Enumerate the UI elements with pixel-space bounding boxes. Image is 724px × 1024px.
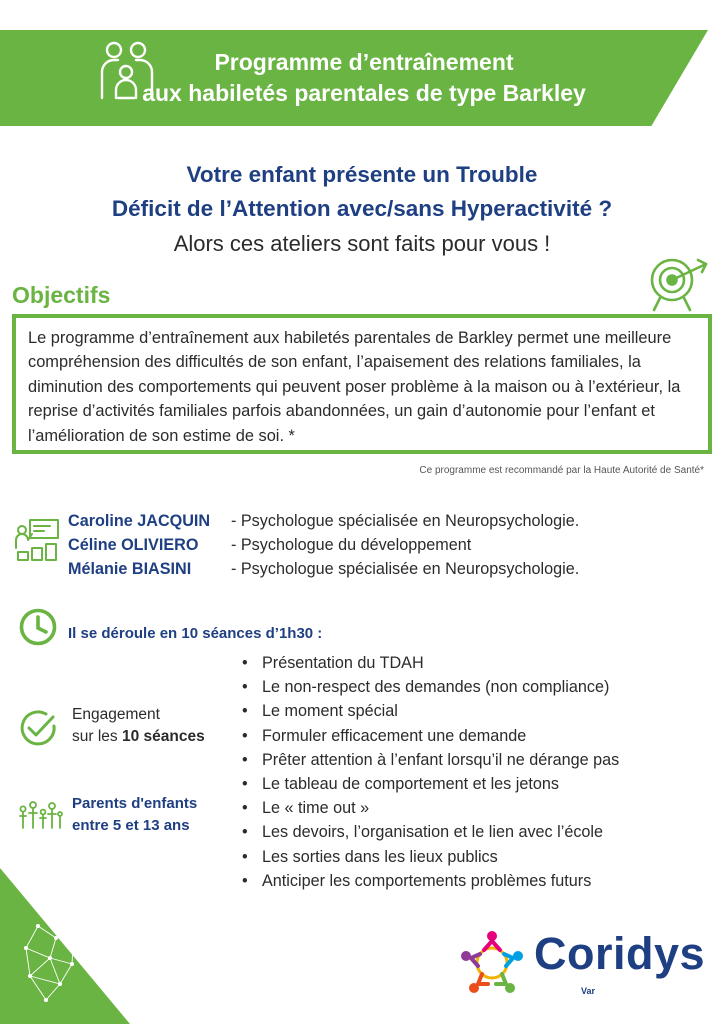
list-item: • Le « time out » bbox=[242, 796, 619, 820]
team-member-name: Céline OLIVIERO bbox=[68, 536, 199, 554]
headline-line-2: Déficit de l’Attention avec/sans Hyperactivité ? bbox=[111, 196, 613, 221]
list-item: • Prêter attention à l’enfant lorsqu’il ne dérange pas bbox=[242, 748, 619, 772]
team-member-role: - Psychologue du développement bbox=[231, 536, 472, 554]
headline-line-1: Votre enfant présente un Trouble bbox=[186, 162, 538, 187]
sessions-heading: Il se déroule en 10 séances d’1h30 : bbox=[68, 625, 323, 642]
team-list bbox=[68, 509, 579, 581]
team-member-name: Caroline JACQUIN bbox=[68, 512, 211, 530]
family-group-icon bbox=[18, 800, 64, 830]
list-item: • Formuler efficacement une demande bbox=[242, 724, 619, 748]
team-member bbox=[68, 557, 579, 581]
network-icon bbox=[16, 920, 78, 1002]
headline bbox=[0, 158, 724, 260]
audience-line-1: Parents d'enfants bbox=[72, 795, 198, 812]
family-icon bbox=[98, 38, 156, 102]
list-item: • Le non-respect des demandes (non compliance) bbox=[242, 675, 619, 699]
coridys-logo-sub: Var bbox=[581, 986, 596, 996]
engagement-count: 10 séances bbox=[121, 728, 205, 745]
audience-note bbox=[72, 793, 197, 837]
target-icon bbox=[640, 256, 714, 312]
banner-line-1: Programme d’entraînement bbox=[214, 49, 514, 75]
team-board-icon bbox=[14, 518, 60, 562]
banner-line-2: aux habiletés parentales de type Barkley bbox=[142, 80, 586, 106]
check-badge-icon bbox=[18, 708, 58, 748]
objectifs-box bbox=[12, 314, 712, 454]
headline-subtitle: Alors ces ateliers sont faits pour vous ! bbox=[173, 231, 551, 256]
engagement-note bbox=[72, 704, 205, 748]
list-item: • Présentation du TDAH bbox=[242, 651, 619, 675]
team-member-name: Mélanie BIASINI bbox=[68, 560, 192, 578]
team-member-role: - Psychologue spécialisée en Neuropsychologie. bbox=[231, 512, 580, 530]
coridys-logo-mark bbox=[456, 928, 528, 998]
list-item: • Les sorties dans les lieux publics bbox=[242, 845, 619, 869]
list-item: • Les devoirs, l’organisation et le lien avec l’école bbox=[242, 820, 619, 844]
team-member bbox=[68, 533, 579, 557]
coridys-logo-text: Coridys bbox=[534, 928, 706, 979]
engagement-line-1: Engagement bbox=[72, 706, 160, 723]
engagement-prefix: sur les bbox=[72, 728, 122, 745]
objectifs-title: Objectifs bbox=[12, 282, 111, 308]
team-member-role: - Psychologue spécialisée en Neuropsychologie. bbox=[231, 560, 580, 578]
recommendation-note: Ce programme est recommandé par la Haute Autorité de Santé* bbox=[419, 465, 704, 476]
audience-line-2: entre 5 et 13 ans bbox=[72, 817, 190, 834]
list-item: • Le tableau de comportement et les jetons bbox=[242, 772, 619, 796]
team-member bbox=[68, 509, 579, 533]
list-item: • Le moment spécial bbox=[242, 699, 619, 723]
list-item: • Anticiper les comportements problèmes futurs bbox=[242, 869, 619, 893]
topics-list bbox=[242, 651, 619, 893]
objectifs-text: Le programme d’entraînement aux habiletés parentales de Barkley permet une meilleure compréhension des difficultés de son enfant, l’apaisement des relations familiales, la diminution des comportements qui peuvent poser problème à la maison ou à l’extérieur, la reprise d’activités familiales parfois abandonnées, un gain d’autonomie pour l’enfant et l’amélioration de son estime de soi. * bbox=[28, 329, 681, 445]
engagement-line-2 bbox=[72, 726, 205, 748]
clock-icon bbox=[18, 607, 58, 647]
